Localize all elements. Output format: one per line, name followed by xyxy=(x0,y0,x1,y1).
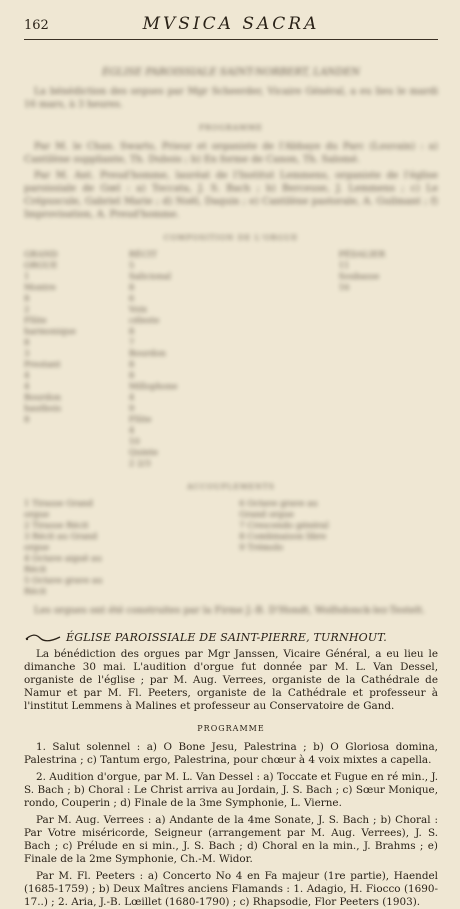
col-head: PÉDALIER xyxy=(338,250,386,260)
section-body xyxy=(24,648,438,909)
page-header xyxy=(24,14,438,36)
flourish-ornament-icon xyxy=(24,633,62,643)
stop: 7 Bourdon 8 xyxy=(128,338,166,370)
running-title: MVSICA SACRA xyxy=(142,14,320,34)
acc-item: 9 Trémolo xyxy=(239,543,284,553)
blurred-programme-caption: PROGRAMME xyxy=(199,123,263,132)
blurred-section xyxy=(24,66,438,617)
programme-item: 2. Audition d'orgue, par M. L. Van Dessel : a) Toccate et Fugue en ré min., J. S. Bach ; b) Choral : Le Christ arriva au Jordain, J. S. Bach ; c) Sœur Monique, rondo, Couperin ; d) Finale de la 3me Symphonie, L. Vierne. xyxy=(24,771,439,809)
organ-col-4 xyxy=(339,250,438,470)
organ-columns xyxy=(24,250,438,470)
stop: 10 Quinte 2 2/3 xyxy=(128,437,158,469)
stop: 1 Montre 8 xyxy=(24,272,56,304)
page-number: 162 xyxy=(24,18,49,33)
stop: 9 Flûte 4 xyxy=(128,404,152,436)
acc-right xyxy=(239,499,438,598)
stop: 11 Soubasse 16 xyxy=(338,261,380,293)
blurred-p1: Par M. le Chan. Swarts, Prieur et organiste de l'Abbaye du Parc (Louvain) : a) Cantilène suppliante, Th. Dubois ; b) En forme de Canon, Th. Salomé. xyxy=(24,141,438,165)
stop: 6 Voix céleste 8 xyxy=(128,294,160,337)
acc-item: 5 Octave grave au Récit xyxy=(24,576,103,597)
acc-item: 1 Tirasse Grand orgue xyxy=(24,499,93,520)
acc-item: 6 Octave grave au Grand orgue xyxy=(239,499,318,520)
blurred-composition-caption: COMPOSITION DE L'ORGUE xyxy=(163,233,299,242)
header-rule xyxy=(24,39,438,40)
organ-col-1 xyxy=(24,250,123,470)
blurred-p2: Par M. Ant. Preud'homme, lauréat de l'Institut Lemmens, organiste de l'église paroissiale de Gœl : a) Toccata, J. S. Bach ; b) Berceuse, J. Lemmens ; c) Le Crépuscule, Gabriel Marie ; d) Noël, Daquin ; e) Cantilène pastorale, A. Guilmant ; f) Improvisation, A. Preud'homme. xyxy=(24,170,438,220)
blurred-title: ÉGLISE PAROISSIALE SAINT-NORBERT, LANDEN xyxy=(102,67,360,78)
accouplements-caption: ACCOUPLEMENTS xyxy=(187,482,275,491)
organ-col-3 xyxy=(234,250,333,470)
acc-item: 3 Récit au Grand orgue xyxy=(24,532,98,553)
stop: 3 Prestant 4 xyxy=(24,349,61,381)
organ-col-2 xyxy=(129,250,228,470)
stop: 2 Flûte harmonique 8 xyxy=(24,305,76,348)
acc-left xyxy=(24,499,223,598)
programme-caption: PROGRAMME xyxy=(197,724,265,733)
col-head: RÉCIT xyxy=(128,250,158,260)
acc-item: 4 Octave aiguë au Récit xyxy=(24,554,102,575)
programme-item: Par M. Aug. Verrees : a) Andante de la 4me Sonate, J. S. Bach ; b) Choral : Par Votre miséricorde, Seigneur (arrangement par M. Aug. Verrees), J. S. Bach ; c) Prélude en si min., J. S. Bach ; d) Choral en la min., J. Brahms ; e) Finale de la 2me Symphonie, Ch.-M. Widor. xyxy=(24,814,438,865)
stop: 5 Salicional 8 xyxy=(128,261,172,293)
programme-item: Par M. Fl. Peeters : a) Concerto No 4 en Fa majeur (1re partie), Haendel (1685-1759) ; b) Deux Maîtres anciens Flamands : 1. Adagio, H. Fiocco (1690-17..) ; 2. Aria, J.-B. Lœillet (1680-1790) ; c) Rhapsodie, Flor Peeters (1903). xyxy=(24,870,438,908)
turnhout-section xyxy=(24,631,438,909)
section-intro: La bénédiction des orgues par Mgr Janssen, Vicaire Général, a eu lieu le dimanche 30 mai. L'audition d'orgue fut donnée par M. L. Van Dessel, organiste de l'église ; par M. Aug. Verrees, organiste de la Cathédrale de Namur et par M. Fl. Peeters, organiste de la Cathédrale et professeur à l'institut Lemmens à Malines et professeur au Conservatoire de Gand. xyxy=(24,648,438,712)
acc-item: 2 Tirasse Récit xyxy=(24,521,89,531)
stop: 4 Bourdon hautbois 8 xyxy=(24,382,62,425)
section-heading xyxy=(24,631,438,644)
accouplements xyxy=(24,499,438,598)
acc-item: 8 Combinaison libre xyxy=(239,532,327,542)
acc-item: 7 Crescendo général xyxy=(239,521,329,531)
blurred-closing: Les orgues ont été construites par la Firme J.-B. D'Hondt, Wolfsdonck-lez-Testelt. xyxy=(34,605,426,616)
stop: 8 Millophone 4 xyxy=(128,371,178,403)
col-head: GRAND ORGUE xyxy=(24,250,58,271)
section-heading-text: ÉGLISE PAROISSIALE DE SAINT-PIERRE, TURNHOUT. xyxy=(66,631,387,644)
blurred-intro: La bénédiction des orgues par Mgr Scheerder, Vicaire Général, a eu lieu le mardi 16 mars, à 3 heures. xyxy=(24,86,438,110)
programme-item: 1. Salut solennel : a) O Bone Jesu, Palestrina ; b) O Gloriosa domina, Palestrina ; c) Tantum ergo, Palestrina, pour chœur à 4 voix mixtes a capella. xyxy=(24,741,438,766)
